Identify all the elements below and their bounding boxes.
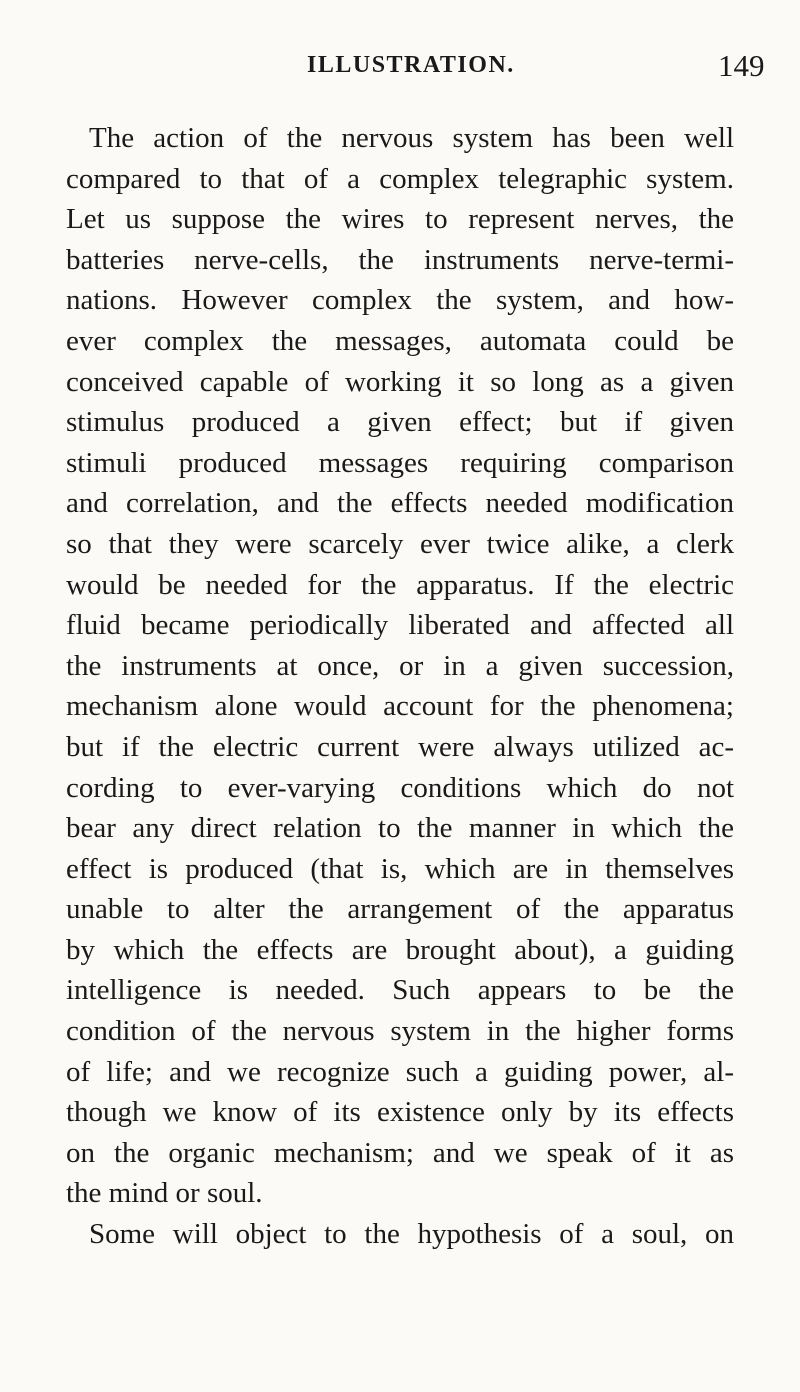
text-line: though we know of its existence only by its effects: [66, 1096, 734, 1129]
text-line: fluid became periodically liberated and affected all: [66, 609, 734, 642]
running-head: [0, 48, 800, 92]
text-line: intelligence is needed. Such appears to be the: [66, 974, 734, 1007]
text-line: stimuli produced messages requiring comparison: [66, 446, 734, 479]
text-line: on the organic mechanism; and we speak of it as: [66, 1136, 734, 1169]
text-line: ever complex the messages, automata could be: [66, 324, 734, 357]
text-line-paragraph-start: Some will object to the hypothesis of a soul, on: [89, 1218, 734, 1251]
text-line: so that they were scarcely ever twice alike, a clerk: [66, 527, 734, 560]
text-line: cording to ever-varying conditions which do not: [66, 771, 734, 804]
text-line: of life; and we recognize such a guiding power, al-: [66, 1055, 734, 1088]
text-line: stimulus produced a given effect; but if given: [66, 406, 734, 439]
text-line: effect is produced (that is, which are in themselves: [66, 852, 734, 885]
text-line: mechanism alone would account for the phenomena;: [66, 690, 734, 723]
text-line: would be needed for the apparatus. If the electric: [66, 568, 734, 601]
page-number: 149: [718, 48, 765, 83]
text-line: but if the electric current were always utilized ac-: [66, 730, 734, 763]
text-line: bear any direct relation to the manner in which the: [66, 812, 734, 845]
text-line: nations. However complex the system, and how-: [66, 284, 734, 317]
text-line: and correlation, and the effects needed modification: [66, 487, 734, 520]
text-line-paragraph-start: The action of the nervous system has been well: [89, 122, 734, 154]
body-text: [66, 118, 734, 1255]
text-line: batteries nerve-cells, the instruments nerve-termi-: [66, 243, 734, 276]
text-line: by which the effects are brought about), a guiding: [66, 933, 734, 966]
text-line: Let us suppose the wires to represent nerves, the: [66, 203, 734, 236]
text-line-paragraph-end: the mind or soul.: [66, 1177, 263, 1210]
running-head-title: ILLUSTRATION.: [307, 52, 515, 78]
text-line: conceived capable of working it so long as a given: [66, 365, 734, 398]
text-line: compared to that of a complex telegraphic system.: [66, 162, 734, 195]
text-line: unable to alter the arrangement of the apparatus: [66, 893, 734, 926]
text-line: condition of the nervous system in the higher forms: [66, 1015, 734, 1048]
text-line: the instruments at once, or in a given succession,: [66, 649, 734, 682]
